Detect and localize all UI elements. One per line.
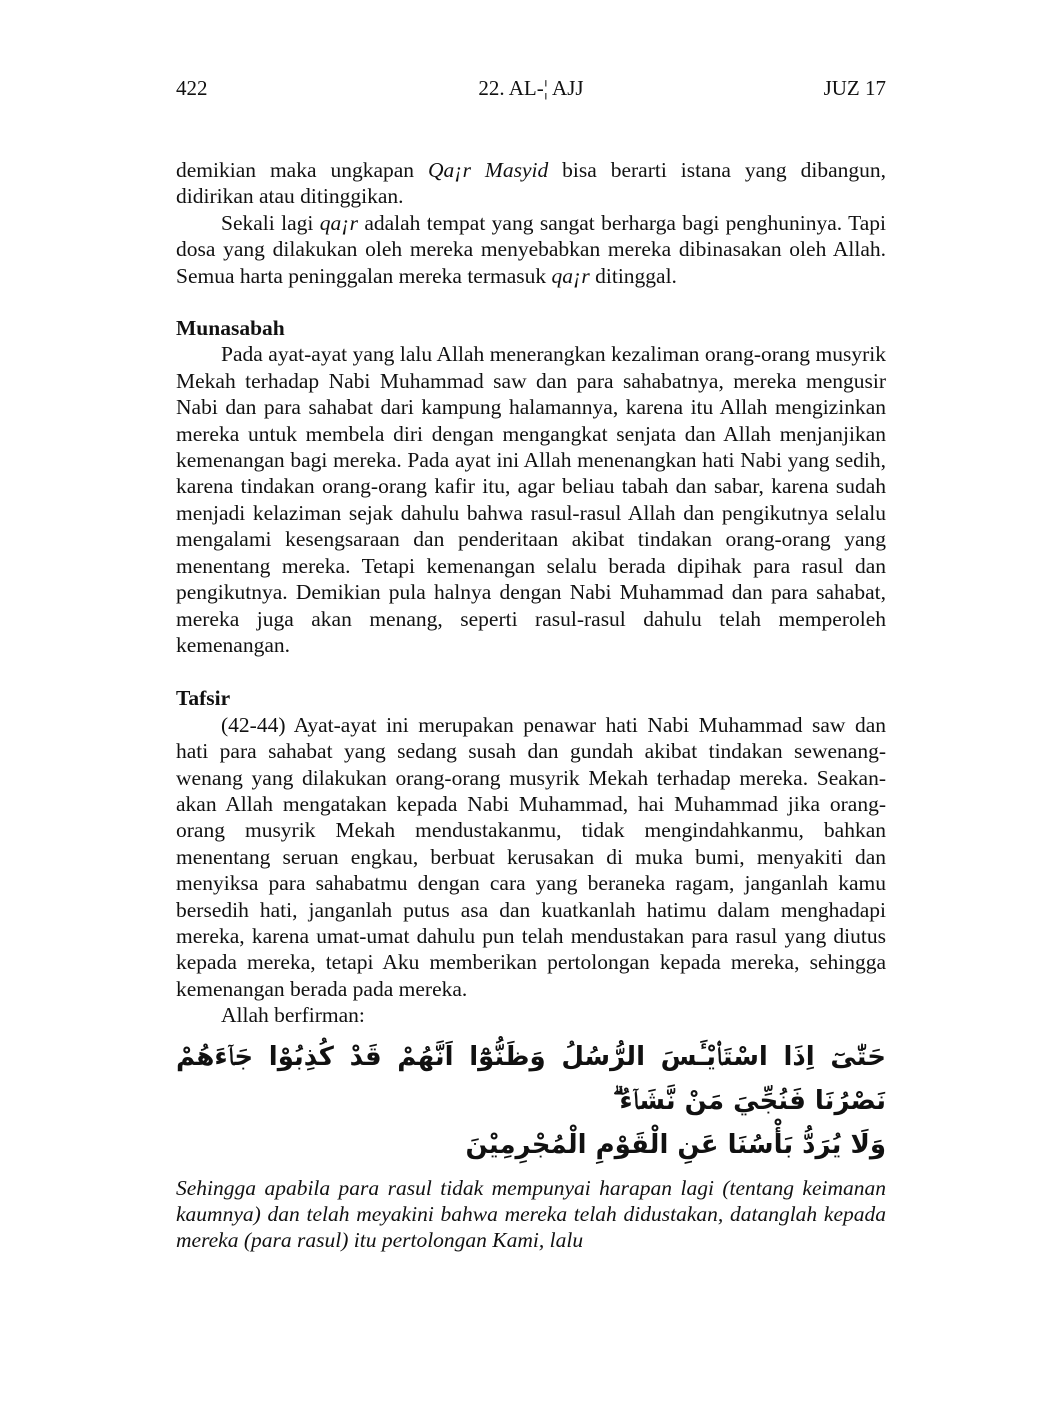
term-qasr-masyid: Qa¡r Masyid [427, 158, 549, 182]
tafsir-paragraph: (42-44) Ayat-ayat ini merupakan penawar hati Nabi Muhammad saw dan hati para sahabat yang sedang susah dan gundah akibat tindakan sewenang-wenang yang dilakukan orang-orang musyrik Mekah terhadap mereka. Seakan-akan Allah mengatakan kepada Nabi Muhammad, hai Muhammad jika orang-orang musyrik Mekah mendustakanmu, tidak mengindahkanmu, bahkan menentang seruan engkau, berbuat kerusakan di muka bumi, menyakiti dan menyiksa para sahabatmu dengan cara yang beraneka ragam, janganlah kamu bersedih hati, janganlah putus asa dan kuatkanlah hatimu dalam menghadapi mereka, karena umat-umat dahulu pun telah mendustakan para rasul yang diutus kepada mereka, tetapi Aku memberikan pertolongan kepada mereka, sehingga kemenangan berada pada mereka. [176, 712, 886, 1001]
surah-title: 22. AL-¦ AJJ [478, 76, 584, 100]
verse-lead-in: Allah berfirman: [221, 1003, 365, 1028]
arabic-verse-line-2: وَلَا يُرَدُّ بَأْسُنَا عَنِ الْقَوْمِ الْمُجْرِمِيْنَ [465, 1129, 886, 1160]
intro-paragraph-1: demikian maka ungkapan Qa¡r Masyid bisa berarti istana yang dibangun, didirikan atau ditinggikan. [176, 158, 886, 209]
term-qasr: qa¡r [319, 210, 358, 235]
juz-label: JUZ 17 [823, 76, 886, 100]
munasabah-heading: Munasabah [176, 316, 285, 341]
page-number: 422 [176, 76, 208, 100]
page-body [176, 157, 886, 1254]
tafsir-heading: Tafsir [176, 686, 231, 711]
munasabah-paragraph: Pada ayat-ayat yang lalu Allah menerangkan kezaliman orang-orang musyrik Mekah terhadap Nabi Muhammad saw dan para sahabatnya, mereka mengusir Nabi dan para sahabat dari kampung halamannya, karena itu Allah mengizinkan mereka untuk membela diri dengan mengangkat senjata dan Allah menjanjikan kemenangan bagi mereka. Pada ayat ini Allah menenangkan hati Nabi yang sedih, karena tindakan orang-orang kafir itu, agar beliau tabah dan sabar, karena sudah menjadi kelaziman sejak dahulu bahwa rasul-rasul Allah dan pengikutnya selalu mengalami kesengsaraan dan penderitaan akibat tindakan orang-orang yang menentang mereka. Tetapi kemenangan selalu berada dipihak para rasul dan pengikutnya. Demikian pula halnya dengan Nabi Muhammad dan para sahabat, mereka juga akan menang, seperti rasul-rasul dahulu telah memperoleh kemenangan. [176, 342, 886, 657]
verse-translation: Sehingga apabila para rasul tidak mempunyai harapan lagi (tentang keimanan kaumnya) dan telah meyakini bahwa mereka telah didustakan, datanglah kepada mereka (para rasul) itu pertolongan Kami, lalu [176, 1175, 886, 1253]
intro-paragraph-2: Sekali lagi qa¡r adalah tempat yang sangat berharga bagi penghuninya. Tapi dosa yang dilakukan oleh mereka menyebabkan mereka dibinasakan oleh Allah. Semua harta peninggalan mereka termasuk qa¡r ditinggal. [176, 210, 886, 288]
term-qasr-2: qa¡r [551, 263, 590, 288]
arabic-verse-line-1: حَتّٰىٓ اِذَا اسْتَا۟يْـَٔسَ الرُّسُلُ وَظَنُّوْٓا اَنَّهُمْ قَدْ كُذِبُوْا جَاۤءَهُمْ نَصْرُنَا فَنُجِّيَ مَنْ نَّشَاۤءُ ۗ [176, 1041, 886, 1116]
arabic-verse [176, 1035, 886, 1167]
